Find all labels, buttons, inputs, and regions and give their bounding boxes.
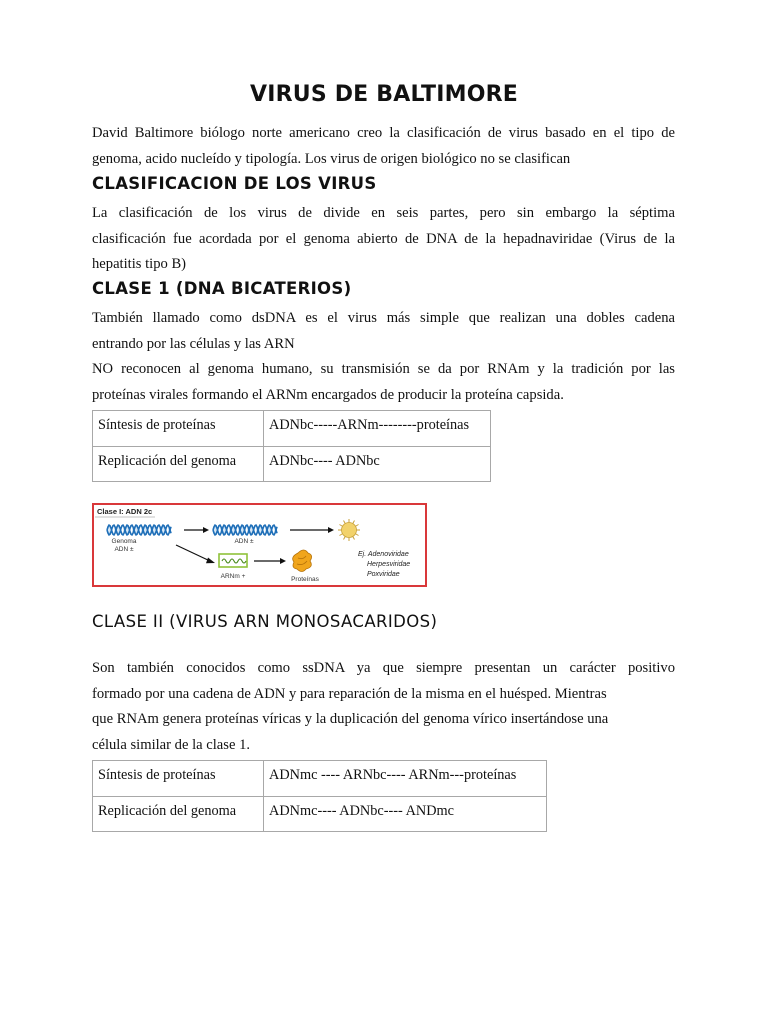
- table-row: [93, 797, 547, 832]
- clase2-line: célula similar de la clase 1.: [92, 736, 251, 753]
- figure-header: Clase I: ADN 2c: [97, 507, 153, 516]
- adn-label: ADN ±: [234, 538, 254, 545]
- clase2-paragraph: [92, 656, 675, 758]
- clase1-line: proteínas virales formando el ARNm encargados de producir la proteína capsida.: [92, 386, 564, 403]
- clase2-line: formado por una cadena de ADN y para reparación de la misma en el huésped. Mientras: [92, 685, 607, 702]
- table-cell: ADNmc ---- ARNbc---- ARNm---proteínas: [264, 761, 547, 797]
- dna-helix-icon: [213, 525, 277, 535]
- intro-line: genoma, acido nucleído y tipología. Los virus de origen biológico no se clasifican: [92, 150, 571, 167]
- section-heading-clase1: CLASE 1 (DNA BICATERIOS): [92, 279, 352, 298]
- clasificacion-line: hepatitis tipo B): [92, 256, 187, 272]
- arnm-box: [219, 554, 247, 567]
- table-cell: ADNbc---- ADNbc: [264, 447, 491, 482]
- genoma-label: Genoma: [111, 538, 137, 545]
- genoma-sub-label: ADN ±: [114, 546, 134, 553]
- clase1-diagram: [92, 503, 427, 587]
- table-row: [93, 447, 491, 482]
- virion-capsid: [342, 523, 357, 538]
- clase1-paragraph: [92, 306, 675, 408]
- clase2-line: Son también conocidos como ssDNA ya que siempre presentan un carácter positivo: [92, 660, 675, 676]
- clase1-line: NO reconocen al genoma humano, su transmisión se da por RNAm y la tradición por las: [92, 361, 675, 377]
- table-row: [93, 761, 547, 797]
- section-heading-clasificacion: CLASIFICACION DE LOS VIRUS: [92, 174, 377, 193]
- clasificacion-paragraph: [92, 201, 675, 278]
- table-cell: Síntesis de proteínas: [93, 411, 264, 447]
- clase1-table: [92, 410, 491, 482]
- example-text: Herpesviridae: [367, 561, 411, 568]
- clasificacion-line: clasificación fue acordada por el genoma abierto de DNA de la hepadnaviridae (Virus de la: [92, 230, 675, 247]
- example-text: Poxviridae: [367, 571, 400, 578]
- intro-paragraph: [92, 121, 675, 172]
- table-cell: Replicación del genoma: [93, 797, 264, 832]
- table-cell: Síntesis de proteínas: [93, 761, 264, 797]
- table-cell: ADNmc---- ADNbc---- ANDmc: [264, 797, 547, 832]
- clase1-line: También llamado como dsDNA es el virus más simple que realizan una dobles cadena: [92, 310, 675, 326]
- clasificacion-line: La clasificación de los virus de divide en seis partes, pero sin embargo la séptima: [92, 205, 675, 221]
- table-cell: Replicación del genoma: [93, 447, 264, 482]
- intro-line: David Baltimore biólogo norte americano creo la clasificación de virus basado en el tipo de: [92, 125, 675, 141]
- clase2-line: que RNAm genera proteínas víricas y la duplicación del genoma vírico insertándose una: [92, 711, 609, 727]
- example-text: Ej. Adenoviridae: [358, 551, 409, 558]
- table-row: [93, 411, 491, 447]
- page-title: VIRUS DE BALTIMORE: [250, 82, 518, 107]
- clase1-line: entrando por las células y las ARN: [92, 335, 295, 352]
- table-cell: ADNbc-----ARNm--------proteínas: [264, 411, 491, 447]
- clase2-table: [92, 760, 547, 832]
- dna-helix-icon: [107, 525, 171, 535]
- section-heading-clase2: CLASE II (VIRUS ARN MONOSACARIDOS): [92, 612, 438, 631]
- proteinas-label: Proteínas: [291, 576, 319, 583]
- arnm-label: ARNm +: [220, 573, 246, 580]
- clase1-diagram-figure: [92, 503, 427, 587]
